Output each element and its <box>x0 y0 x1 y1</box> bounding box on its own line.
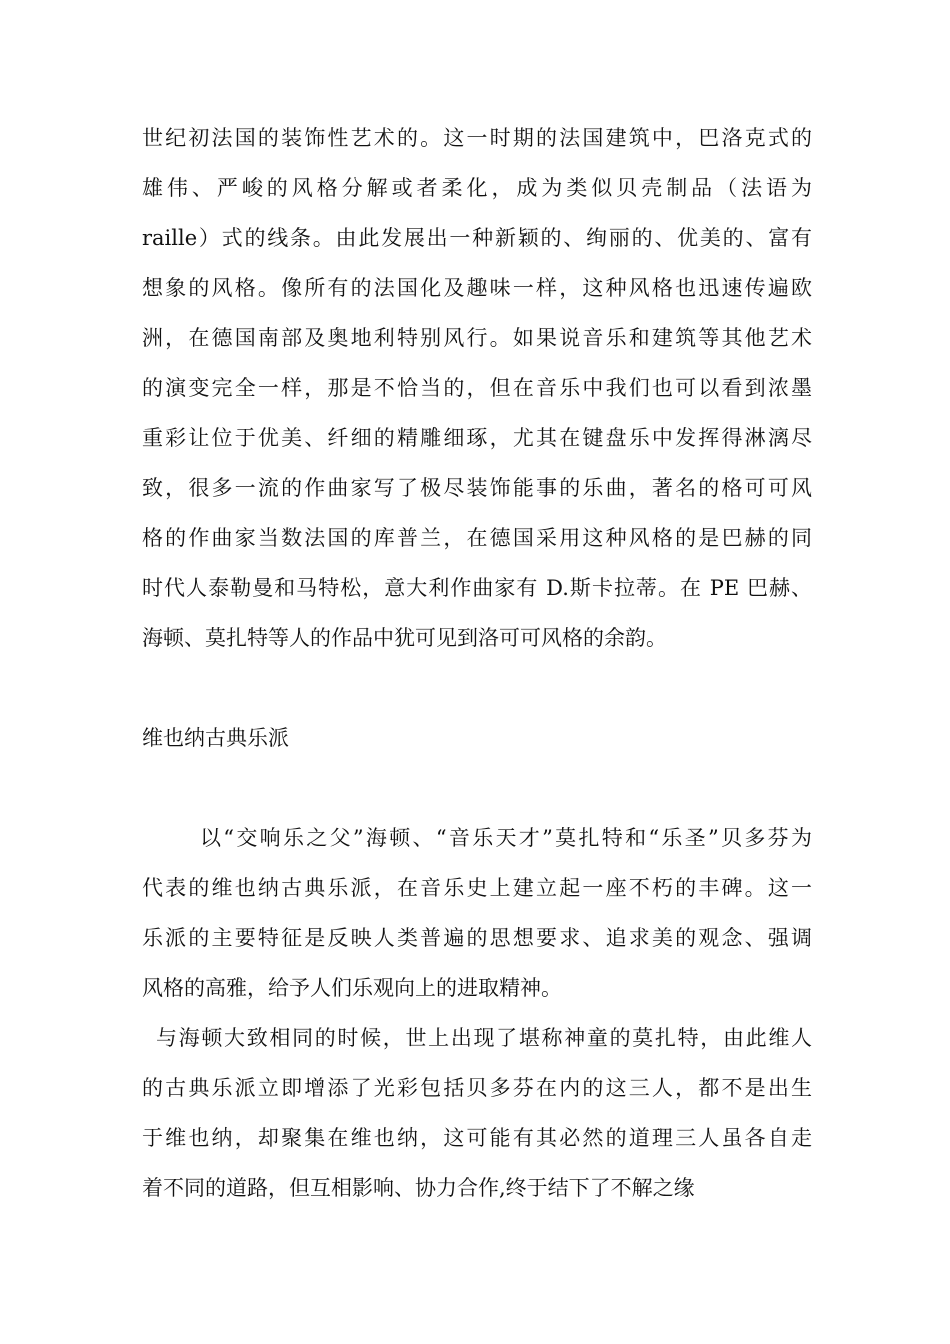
paragraph-1-line-1: 世纪初法国的装饰性艺术的。这一时期的法国建筑中，巴洛克式的 <box>142 126 812 150</box>
paragraph-2-line-1: 以“交响乐之父”海顿、“音乐天才”莫扎特和“乐圣”贝多芬为 <box>200 826 812 850</box>
paragraph-1-line-5: 洲，在德国南部及奥地利特别风行。如果说音乐和建筑等其他艺术 <box>142 326 812 350</box>
paragraph-1-line-11: 海顿、莫扎特等人的作品中犹可见到洛可可风格的余韵。 <box>142 626 667 650</box>
paragraph-3-line-3: 于维也纳，却聚集在维也纳，这可能有其必然的道理三人虽各自走 <box>142 1126 812 1150</box>
section-heading: 维也纳古典乐派 <box>142 726 289 750</box>
paragraph-1-line-9: 格的作曲家当数法国的库普兰，在德国采用这种风格的是巴赫的同 <box>142 526 812 550</box>
paragraph-1-line-4: 想象的风格。像所有的法国化及趣味一样，这种风格也迅速传遍欧 <box>142 276 812 300</box>
paragraph-1-line-6: 的演变完全一样，那是不恰当的，但在音乐中我们也可以看到浓墨 <box>142 376 812 400</box>
paragraph-1-line-8: 致，很多一流的作曲家写了极尽装饰能事的乐曲，著名的格可可风 <box>142 476 812 500</box>
paragraph-2-line-3: 乐派的主要特征是反映人类普遍的思想要求、追求美的观念、强调 <box>142 926 812 950</box>
paragraph-3-line-1: 与海顿大致相同的时候，世上出现了堪称神童的莫扎特，由此维人 <box>156 1026 812 1050</box>
paragraph-1-line-3: raille）式的线条。由此发展出一种新颖的、绚丽的、优美的、富有 <box>142 226 812 250</box>
paragraph-1-line-10: 时代人泰勒曼和马特松，意大利作曲家有 D.斯卡拉蒂。在 PE 巴赫、 <box>142 576 812 600</box>
paragraph-2-line-2: 代表的维也纳古典乐派，在音乐史上建立起一座不朽的丰碑。这一 <box>142 876 812 900</box>
paragraph-1-line-2: 雄伟、严峻的风格分解或者柔化，成为类似贝壳制品（法语为 <box>142 176 812 200</box>
paragraph-2-line-4: 风格的高雅，给予人们乐观向上的进取精神。 <box>142 976 562 1000</box>
paragraph-3-line-4: 着不同的道路，但互相影响、协力合作,终于结下了不解之缘 <box>142 1176 695 1200</box>
paragraph-1-line-7: 重彩让位于优美、纤细的精雕细琢，尤其在键盘乐中发挥得淋漓尽 <box>142 426 812 450</box>
paragraph-3-line-2: 的古典乐派立即增添了光彩包括贝多芬在内的这三人，都不是出生 <box>142 1076 812 1100</box>
